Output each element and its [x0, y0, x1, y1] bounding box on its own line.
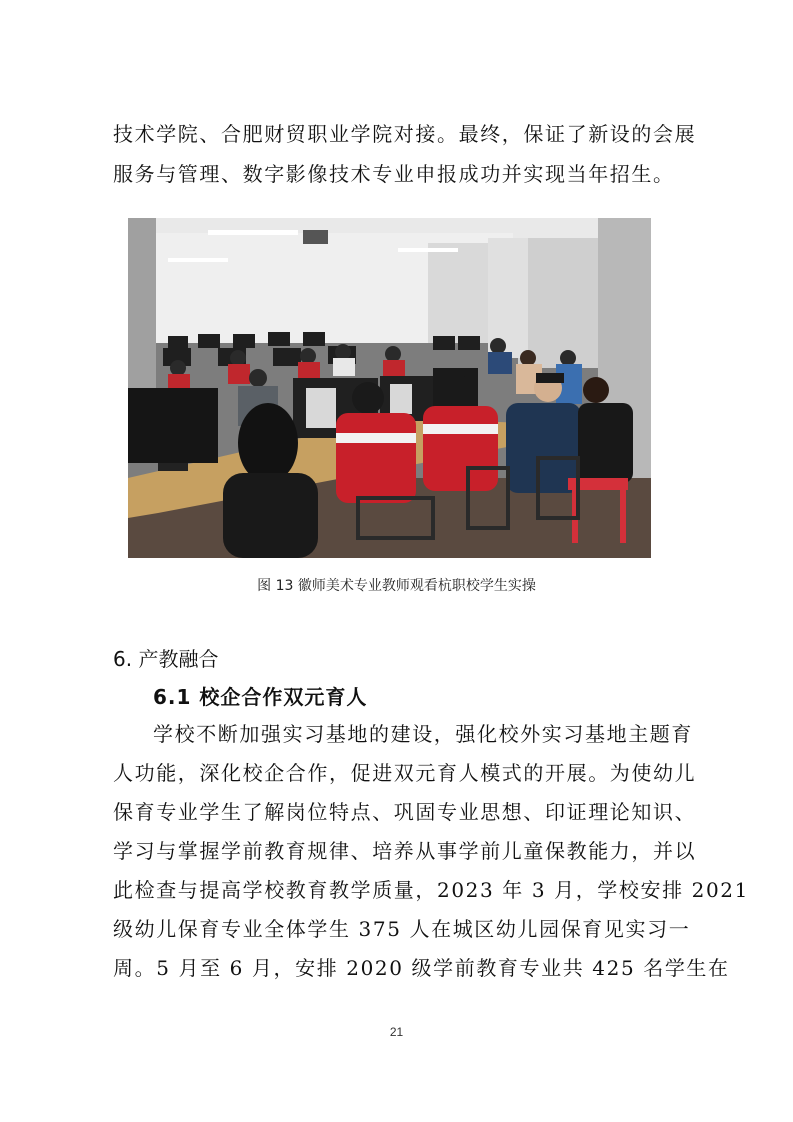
paragraph-line-7: 周。5 月至 6 月，安排 2020 级学前教育专业共 425 名学生在 [113, 956, 730, 980]
intro-line-1: 技术学院、合肥财贸职业学院对接。最终，保证了新设的会展 [113, 122, 697, 146]
classroom-photo [128, 218, 651, 558]
paragraph-line-4: 学习与掌握学前教育规律、培养从事学前儿童保教能力，并以 [113, 839, 697, 863]
figure-caption: 图 13 徽师美术专业教师观看杭职校学生实操 [257, 578, 536, 594]
paragraph-line-5: 此检查与提高学校教育教学质量，2023 年 3 月，学校安排 2021 [113, 878, 749, 902]
intro-line-2: 服务与管理、数字影像技术专业申报成功并实现当年招生。 [113, 162, 675, 186]
paragraph-line-1: 学校不断加强实习基地的建设，强化校外实习基地主题育 [153, 722, 693, 746]
subsection-heading: 6.1 校企合作双元育人 [153, 685, 368, 709]
paragraph-line-2: 人功能，深化校企合作，促进双元育人模式的开展。为使幼儿 [113, 761, 697, 785]
paragraph-line-6: 级幼儿保育专业全体学生 375 人在城区幼儿园保育见实习一 [113, 917, 691, 941]
page-number: 21 [389, 1025, 404, 1039]
section-heading: 6. 产教融合 [113, 647, 219, 671]
paragraph-line-3: 保育专业学生了解岗位特点、巩固专业思想、印证理论知识、 [113, 800, 697, 824]
